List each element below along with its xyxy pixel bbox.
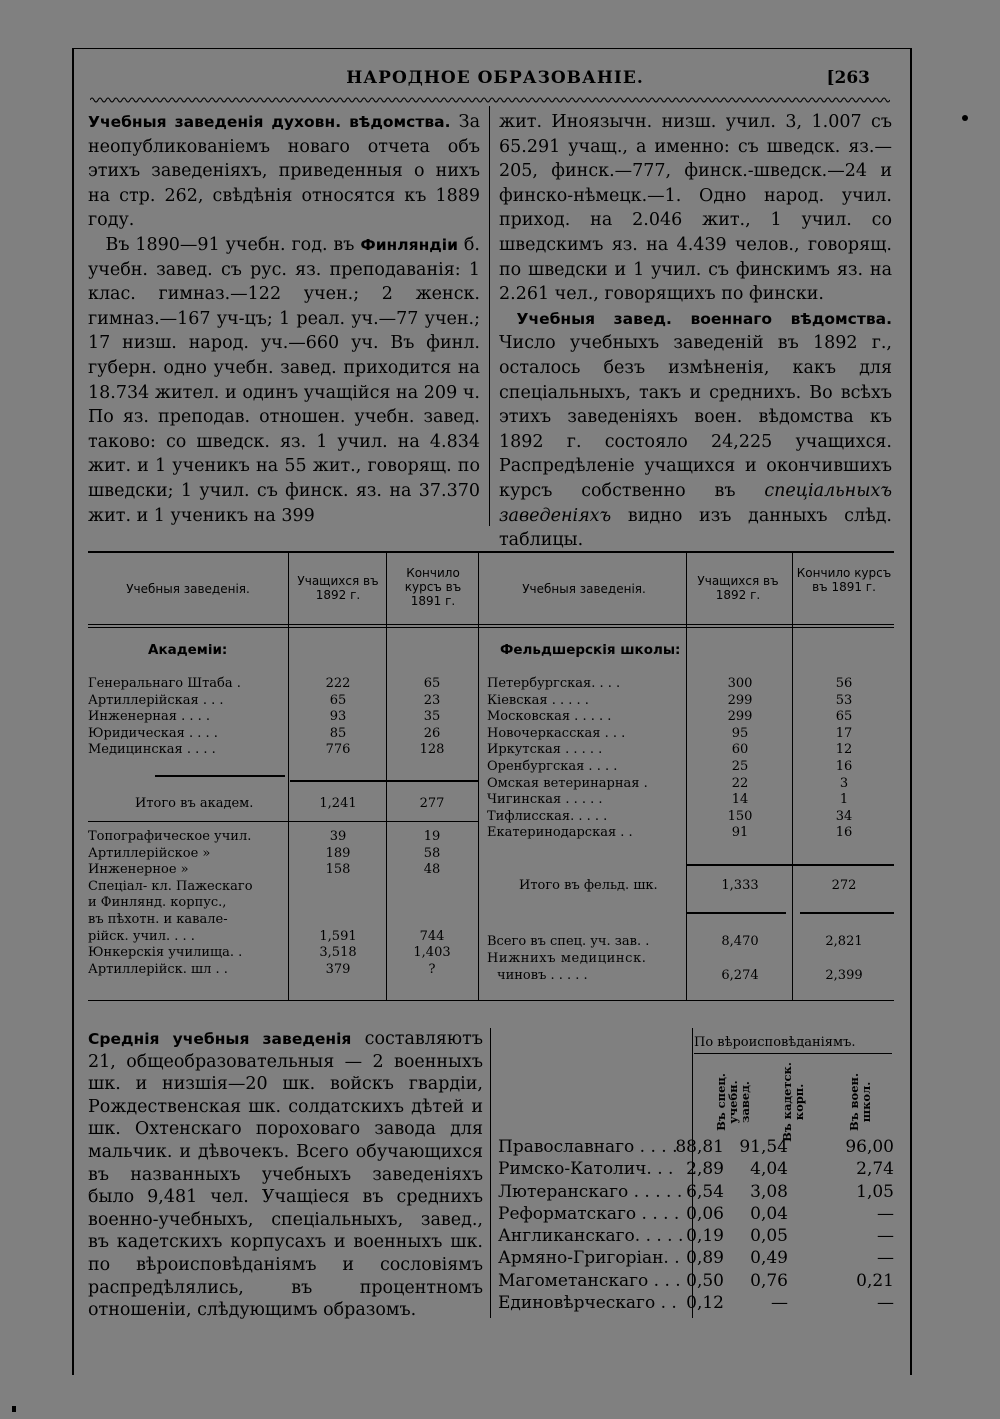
- grand-total-label: Всего въ спец. уч. зав. .: [487, 934, 650, 949]
- school-name: Петербургская. . . .: [487, 676, 621, 691]
- table-row: [88, 726, 478, 743]
- finished-value: 65: [423, 676, 441, 691]
- lower-ranks-label-1: Нижнихъ медицинск.: [487, 951, 647, 966]
- table-row: [88, 829, 478, 846]
- school-name: Генеральнаго Штаба .: [88, 676, 241, 691]
- students-value: 93: [329, 709, 347, 725]
- students-value: 379: [325, 961, 351, 977]
- feldsher-total-finished: 272: [831, 878, 857, 893]
- school-name: Артиллерійск. шл . .: [88, 961, 228, 977]
- academies-total-label: Итого въ академ.: [135, 796, 254, 811]
- academies-total-students: 1,241: [319, 796, 357, 811]
- religion-percent: 0,50: [686, 1270, 724, 1291]
- religion-percent: —: [877, 1248, 894, 1269]
- finished-value: 1,403: [413, 945, 451, 961]
- religion-percent: 91,54: [739, 1137, 788, 1157]
- religion-row: [498, 1158, 894, 1180]
- religion-percent: 6,54: [686, 1181, 724, 1202]
- table-center-divider: [478, 551, 479, 1001]
- students-value: 158: [325, 862, 351, 878]
- school-name: Кіевская . . . . .: [487, 692, 589, 708]
- students-value: 25: [731, 758, 749, 774]
- finished-value: 34: [835, 808, 853, 824]
- religion-row: [498, 1247, 894, 1269]
- school-name: Спеціал- кл. Пажескаго: [88, 878, 253, 894]
- finished-value: 53: [835, 692, 853, 708]
- school-name: Юнкерскія училища. .: [88, 945, 243, 961]
- finished-value: 58: [423, 845, 441, 861]
- military-schools-italic: спеціальныхъ заведеніяхъ: [499, 480, 892, 526]
- religion-percent: —: [877, 1226, 894, 1247]
- table-row: [88, 742, 478, 759]
- table-row: [88, 693, 478, 710]
- academies-total-finished: 277: [419, 796, 445, 811]
- running-title: НАРОДНОЕ ОБРАЗОВАНІЕ.: [346, 68, 644, 88]
- header-students-right: Учащихся въ 1892 г.: [697, 574, 779, 602]
- academies-sum-rule: [155, 775, 285, 777]
- students-value: 150: [727, 808, 753, 824]
- religion-percent: —: [877, 1203, 894, 1224]
- students-value: 14: [731, 792, 749, 808]
- finished-value: 128: [419, 742, 445, 758]
- school-name: Омская ветеринарная .: [487, 775, 648, 791]
- school-name: рійск. учил. . . .: [88, 928, 195, 944]
- table-row: [487, 742, 892, 759]
- secondary-schools-body: составляютъ 21, общеобразовательныя — 2 военныхъ шк. и низшія—20 шк. войскъ гвардіи, Рождественская шк. солдатскихъ дѣтей и шк. Охтенскаго пороховаго завода для мальчик. и дѣвочекъ. Всего обучающихся въ названныхъ учебныхъ заведеніяхъ было 9,481 чел. Учащіеся въ среднихъ военно-учебныхъ, спеціальныхъ, завед., въ кадетскихъ корпусахъ и военныхъ шк. по вѣроисповѣданіямъ и сословіямъ распредѣлялись, въ процентномъ отношеніи, слѣдующимъ образомъ.: [88, 1029, 483, 1321]
- finland-text-start: Въ 1890—91 учебн. год. въ: [105, 234, 361, 255]
- academies-sum-rule-2: [290, 780, 478, 782]
- table-header-rule: [88, 624, 894, 625]
- lower-ranks-label-2: чиновъ . . . . .: [497, 968, 588, 983]
- school-name: Оренбургская . . . .: [487, 758, 618, 774]
- school-name: Юридическая . . . .: [88, 725, 218, 741]
- header-finished-left: Кончило курсъ въ 1891 г.: [404, 566, 462, 608]
- table-top-rule: [88, 551, 894, 553]
- finished-value: ?: [428, 961, 436, 977]
- religion-table-heading: По вѣроисповѣданіямъ.: [694, 1035, 856, 1050]
- finished-value: 19: [423, 829, 441, 844]
- grand-total-finished: 2,821: [825, 934, 863, 949]
- school-name: Артиллерійская . . .: [88, 692, 224, 708]
- table-row: [88, 879, 478, 896]
- table-row: [88, 846, 478, 863]
- finished-value: 65: [835, 709, 853, 725]
- religion-col-header-military: Въ воен. школ.: [847, 1073, 873, 1131]
- column-divider-top: [489, 106, 490, 526]
- feldsher-total-students: 1,333: [721, 878, 759, 893]
- table-row: [487, 726, 892, 743]
- students-value: 776: [325, 742, 351, 758]
- school-name: Артиллерійское »: [88, 845, 211, 861]
- heading-military-schools: Учебныя завед. военнаго вѣдомства.: [516, 309, 892, 328]
- students-value: 85: [329, 725, 347, 741]
- grand-total-students: 8,470: [721, 934, 759, 949]
- page-header: [90, 66, 900, 96]
- religion-percent: 1,05: [856, 1181, 894, 1202]
- students-value: 3,518: [319, 945, 357, 961]
- table-row: [487, 709, 892, 726]
- school-name: Топографическое учил.: [88, 829, 252, 844]
- secondary-schools-text: [88, 1028, 483, 1322]
- military-schools-text: Число учебныхъ заведеній въ 1892 г., осталось безъ измѣненія, какъ для спеціальныхъ, такъ и среднихъ. Во всѣхъ этихъ заведеніяхъ воен. вѣдомства къ 1892 г. состояло 24,225 учащихся. Распредѣленіе учащихся и окончившихъ курсъ собственно въ: [499, 333, 892, 501]
- academies-total-underline: [88, 821, 478, 822]
- margin-mark: [962, 115, 968, 121]
- religion-row: [498, 1292, 894, 1314]
- school-name: Иркутская . . . . .: [487, 742, 603, 758]
- finished-value: 56: [835, 676, 853, 691]
- table-row: [487, 792, 892, 809]
- finished-value: 16: [835, 825, 853, 841]
- finished-value: 48: [423, 862, 441, 878]
- finland-word: Финляндіи: [360, 235, 458, 254]
- religion-percent: 0,12: [686, 1293, 724, 1314]
- table-row: [487, 693, 892, 710]
- students-value: 91: [731, 825, 749, 841]
- school-name: и Финлянд. корпус.,: [88, 895, 227, 911]
- school-name: Инженерное »: [88, 862, 189, 878]
- finished-value: 3: [839, 775, 849, 791]
- religion-percent: 0,21: [856, 1270, 894, 1291]
- academies-list: [88, 676, 478, 759]
- students-value: 60: [731, 742, 749, 758]
- header-finished-right: Кончило курсъ въ 1891 г.: [796, 566, 892, 594]
- heading-spiritual-schools: Учебныя заведенія духовн. вѣдомства.: [88, 113, 451, 131]
- students-value: 22: [731, 775, 749, 791]
- finished-value: 16: [835, 758, 853, 774]
- header-wavy-rule: [90, 96, 890, 104]
- finished-value: 35: [423, 709, 441, 725]
- students-value: 1,591: [319, 928, 357, 944]
- school-name: Тифлисская. . . . .: [487, 808, 608, 824]
- finland-text: б. учебн. завед. съ рус. яз. преподаванія: 1 клас. гимназ.—122 учен.; 2 женск. гимназ.—167 уч-цъ; 1 реал. уч.—77 учен.; 17 низш. народ. уч.—660 уч. Въ финл. губерн. одно учебн. завед. приходится на 18.734 жител. и одинъ учащійся на 209 ч. По яз. преподав. отношен. учебн. завед. таково: со шведск. яз. 1 учил. на 4.834 жит. и 1 ученикъ на 55 жит., говорящ. по шведски; 1 учил. съ финск. яз. на 37.370 жит. и 1 ученикъ на 399: [88, 234, 480, 526]
- religion-percent: 4,04: [750, 1159, 788, 1180]
- heading-secondary-schools: Среднія учебныя заведенія: [88, 1030, 352, 1048]
- feldsher-sum-rule: [686, 864, 894, 866]
- religion-percent: 2,89: [686, 1159, 724, 1180]
- students-value: 222: [325, 676, 351, 691]
- religion-row: [498, 1203, 894, 1225]
- religion-name: Единовѣрческаго . .: [498, 1293, 677, 1314]
- religion-percent: 0,04: [750, 1203, 788, 1224]
- students-value: 189: [325, 845, 351, 861]
- religion-percent: —: [771, 1293, 788, 1314]
- religion-row: [498, 1225, 894, 1247]
- students-value: 95: [731, 725, 749, 741]
- students-value: 300: [727, 676, 753, 691]
- finished-value: 744: [419, 928, 445, 944]
- religion-percent: 0,76: [750, 1270, 788, 1291]
- religion-percent: 0,05: [750, 1226, 788, 1247]
- military-schools-end: видно изъ данныхъ слѣд. таблицы.: [499, 505, 892, 551]
- religion-col-header-special: Въ спец. учебн. завед.: [714, 1073, 752, 1131]
- spiritual-schools-text: За неопубликованіемъ новаго отчета объ этихъ заведеніяхъ, приведенныя о нихъ на стр. 262, свѣдѣнія относятся къ 1889 году.: [88, 112, 480, 231]
- right-column-text: [499, 110, 892, 553]
- finished-value: 1: [839, 792, 849, 808]
- table-row: [88, 862, 478, 879]
- school-name: въ пѣхотн. и кавале-: [88, 911, 228, 927]
- table-row: [88, 962, 478, 979]
- school-name: Медицинская . . . .: [88, 742, 216, 758]
- religion-percent: 0,06: [686, 1203, 724, 1224]
- table-row: [487, 676, 892, 693]
- religion-name: Реформатскаго . . . .: [498, 1203, 680, 1224]
- religion-row: [498, 1270, 894, 1292]
- religion-row: [498, 1136, 894, 1158]
- finland-text-continued: жит. Иноязычн. низш. учил. 3, 1.007 съ 65.291 учащ., а именно: съ шведск. яз.—205, финск.—777, финск.-шведск.—24 и финско-нѣмецк.—1. Одно народ. учил. приход. на 2.046 жит., 1 учил. со шведскимъ яз. на 4.439 челов., говорящ. по шведски и 1 учил. съ финскимъ яз. на 2.261 чел., говорящихъ по фински.: [499, 112, 892, 305]
- religion-heading-rule: [694, 1053, 892, 1054]
- table-row: [88, 945, 478, 962]
- school-name: Инженерная . . . .: [88, 709, 211, 725]
- religion-col-header-cadet: Въ кадетск. корп.: [780, 1062, 806, 1142]
- table-row: [88, 895, 478, 912]
- religion-percent: 0,19: [686, 1226, 724, 1247]
- table-row: [88, 676, 478, 693]
- margin-dot: [12, 1406, 16, 1412]
- religion-name: Православнаго . . . .: [498, 1137, 678, 1157]
- left-column-text: [88, 110, 480, 528]
- school-name: Чигинская . . . . .: [487, 792, 603, 808]
- religion-percent: 2,74: [856, 1159, 894, 1180]
- religion-percent: 0,49: [750, 1248, 788, 1269]
- section-academies: Академіи:: [148, 642, 228, 658]
- feldsher-schools-list: [487, 676, 892, 842]
- religion-name: Магометанскаго . . .: [498, 1270, 681, 1291]
- religion-name: Англиканскаго. . . . .: [498, 1226, 684, 1247]
- table-row: [88, 709, 478, 726]
- school-name: Московская . . . . .: [487, 709, 612, 725]
- table-row: [88, 929, 478, 946]
- lower-ranks-finished: 2,399: [825, 968, 863, 983]
- religion-name: Римско-Католич. . .: [498, 1159, 674, 1180]
- finished-value: 17: [835, 725, 853, 741]
- religion-percent: 96,00: [845, 1137, 894, 1157]
- bottom-column-divider: [490, 1028, 491, 1318]
- lower-ranks-students: 6,274: [721, 968, 759, 983]
- table-row: [487, 759, 892, 776]
- feldsher-total-label: Итого въ фельд. шк.: [519, 878, 658, 893]
- religion-percent: —: [877, 1293, 894, 1314]
- finished-value: 12: [835, 742, 853, 758]
- section-feldsher-schools: Фельдшерскія школы:: [500, 642, 681, 658]
- students-value: 65: [329, 692, 347, 708]
- table-bottom-rule: [88, 1000, 894, 1001]
- feldsher-total-underline: [800, 912, 894, 914]
- table-row: [487, 825, 892, 842]
- religion-percent: 88,81: [675, 1137, 724, 1157]
- header-students-left: Учащихся въ 1892 г.: [297, 574, 379, 602]
- school-name: Новочеркасская . . .: [487, 725, 626, 741]
- table-row: [487, 809, 892, 826]
- page-number: [263: [826, 68, 870, 88]
- religion-name: Армяно-Григоріан. .: [498, 1248, 680, 1269]
- religion-percent: 3,08: [750, 1181, 788, 1202]
- school-name: Екатеринодарская . .: [487, 825, 633, 841]
- students-value: 299: [727, 692, 753, 708]
- table-row: [487, 776, 892, 793]
- religion-row: [498, 1181, 894, 1203]
- religion-percent: 0,89: [686, 1248, 724, 1269]
- finished-value: 26: [423, 725, 441, 741]
- other-schools-list: [88, 829, 478, 978]
- religion-rows: [498, 1136, 894, 1314]
- header-schools-right: Учебныя заведенія.: [522, 582, 646, 596]
- religion-name: Лютеранскаго . . . . .: [498, 1181, 683, 1202]
- students-value: 299: [727, 709, 753, 725]
- header-schools-left: Учебныя заведенія.: [126, 582, 250, 596]
- table-header-rule-2: [88, 627, 894, 628]
- table-row: [88, 912, 478, 929]
- finished-value: 23: [423, 692, 441, 708]
- students-value: 39: [329, 829, 347, 844]
- feldsher-total-underline-2: [686, 912, 786, 914]
